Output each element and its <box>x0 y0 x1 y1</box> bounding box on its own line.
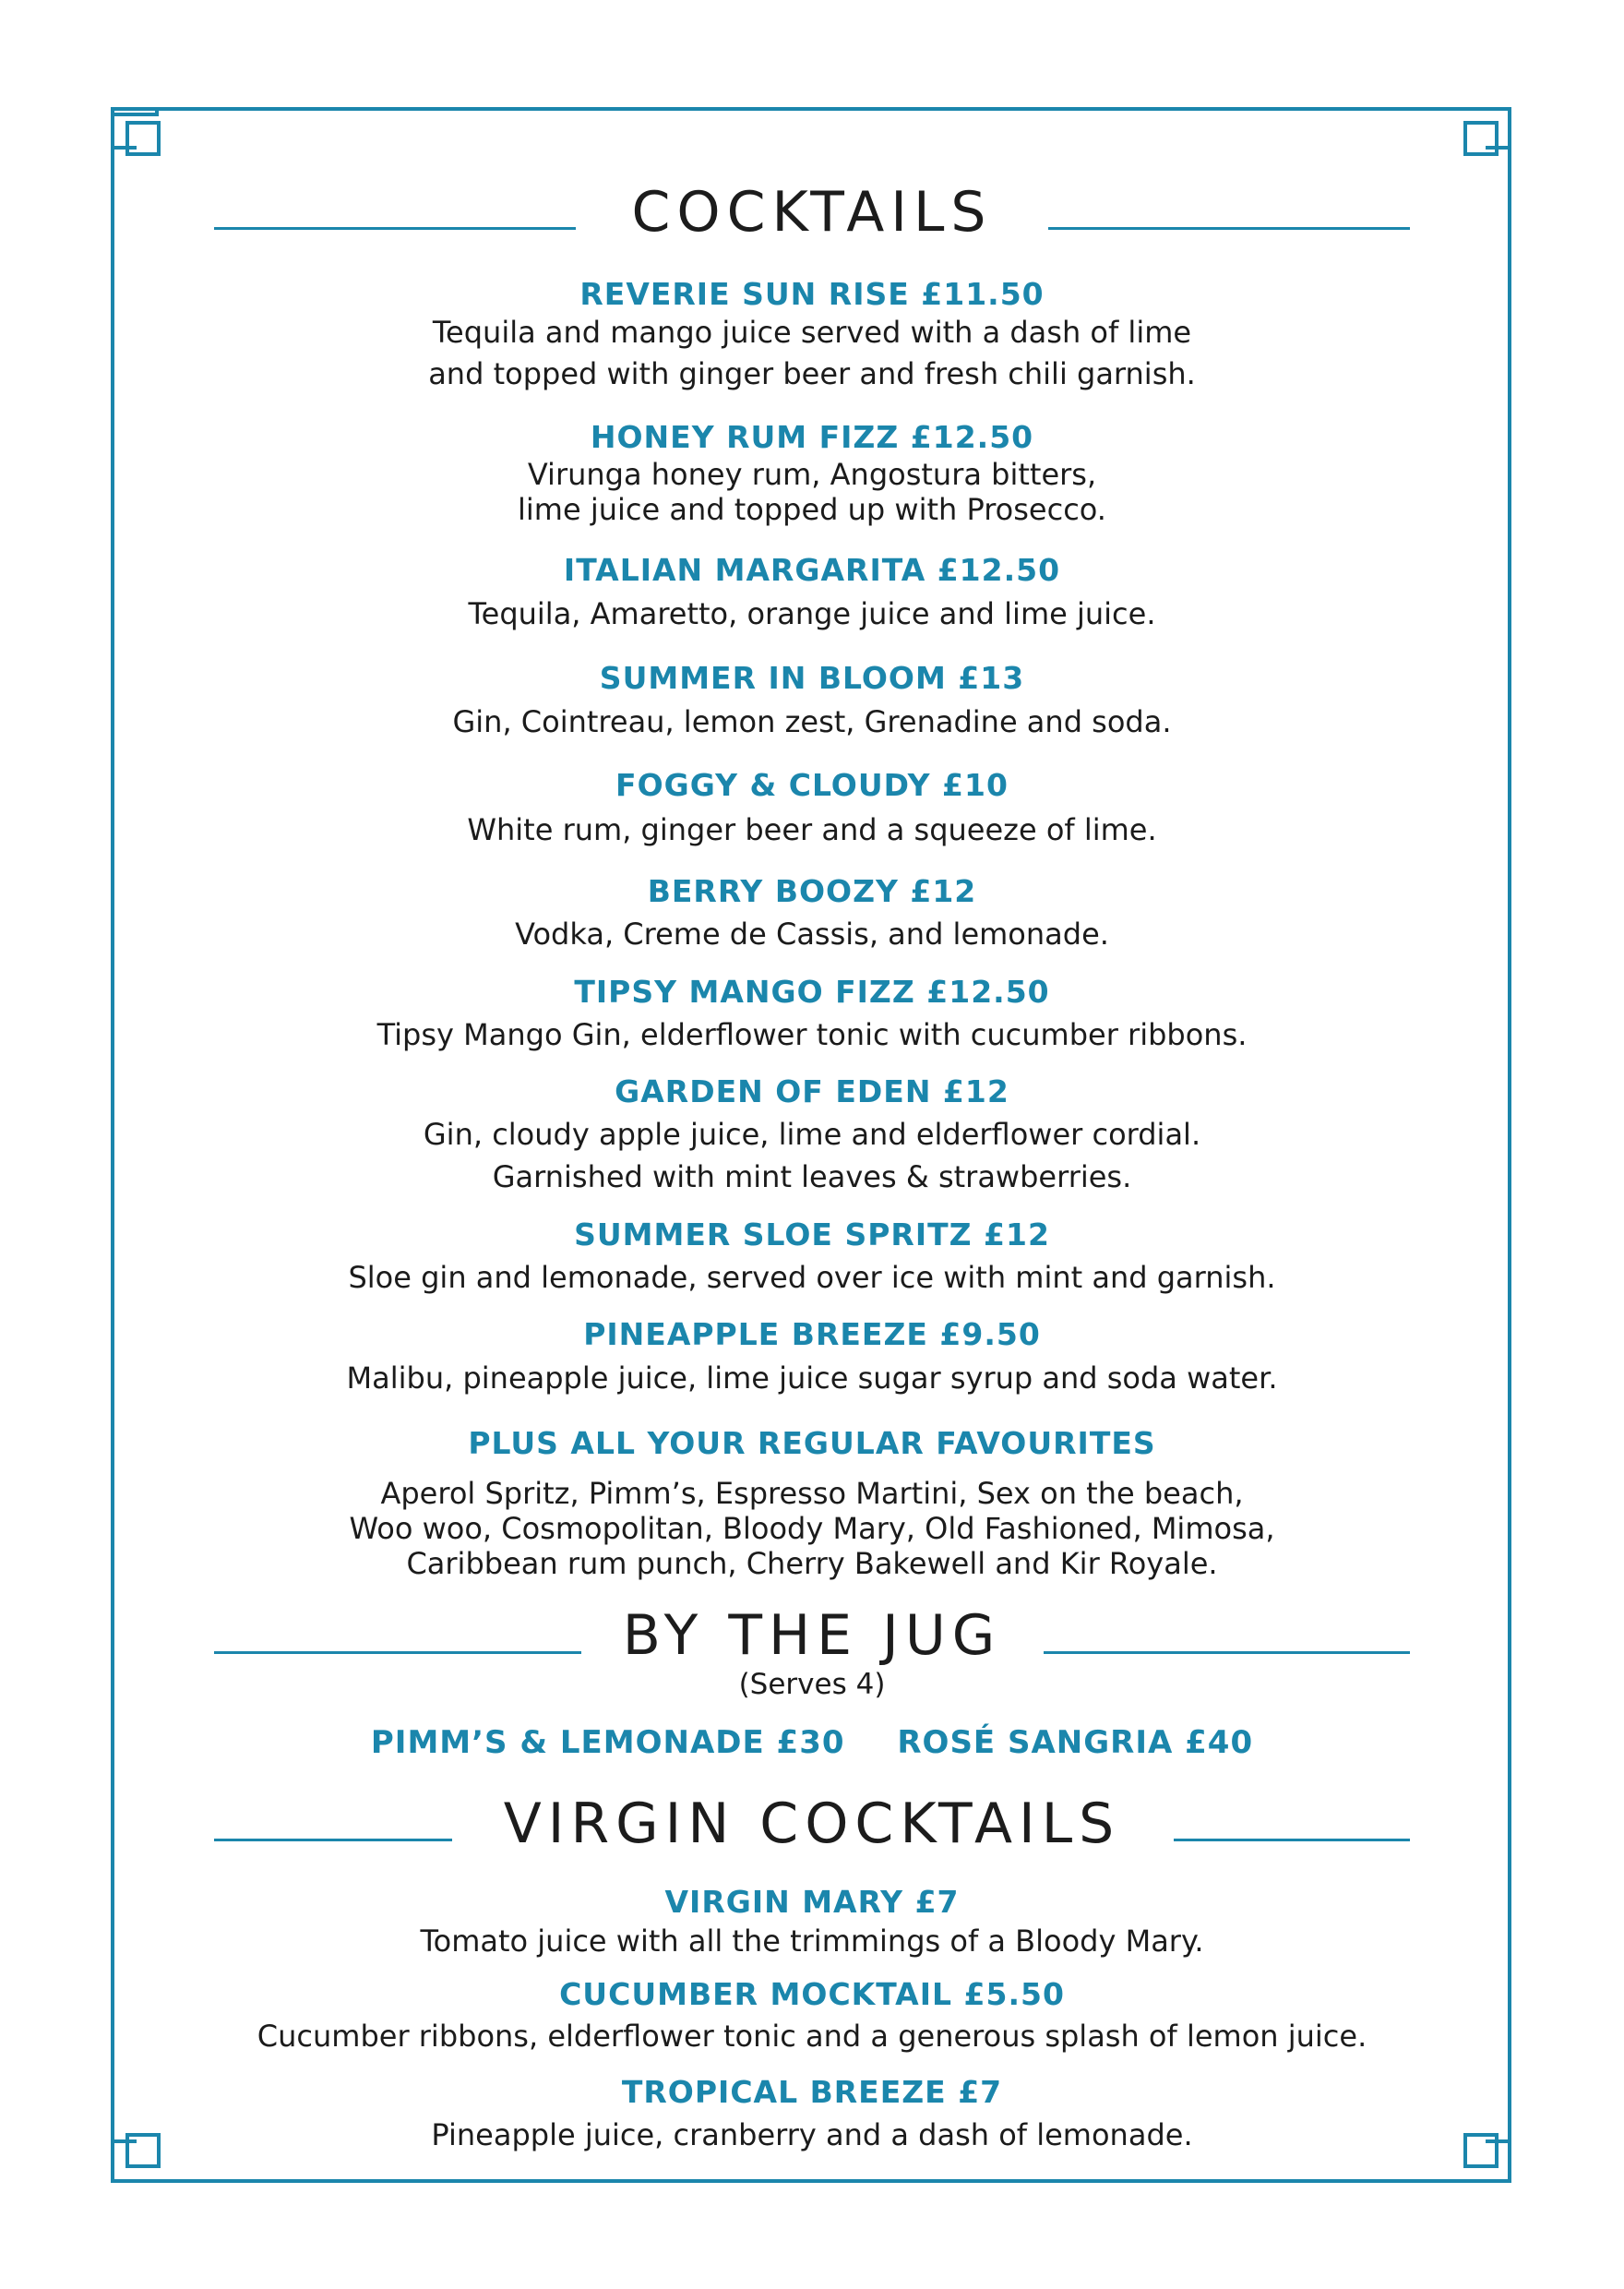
item-title: HONEY RUM FIZZ £12.50 <box>590 419 1034 455</box>
item-description: Gin, Cointreau, lemon zest, Grenadine and soda. <box>452 704 1172 739</box>
item-description: Aperol Spritz, Pimm’s, Espresso Martini, Sex on the beach, <box>380 1476 1244 1511</box>
item-title: SUMMER SLOE SPRITZ £12 <box>574 1216 1050 1252</box>
item-description: Cucumber ribbons, elderflower tonic and a generous splash of lemon juice. <box>257 2019 1367 2054</box>
item-title: PLUS ALL YOUR REGULAR FAVOURITES <box>468 1425 1156 1461</box>
item-title: GARDEN OF EDEN £12 <box>615 1073 1009 1109</box>
item-description: Virunga honey rum, Angostura bitters, <box>527 457 1097 492</box>
item-description: Pineapple juice, cranberry and a dash of lemonade. <box>431 2117 1193 2152</box>
item-title: BERRY BOOZY £12 <box>647 873 977 909</box>
heading-rule-right <box>1048 227 1410 230</box>
heading-rule-right <box>1174 1839 1410 1841</box>
item-description: Tequila and mango juice served with a dash of lime <box>432 315 1192 350</box>
item-description: Vodka, Creme de Cassis, and lemonade. <box>515 917 1109 952</box>
item-title: ITALIAN MARGARITA £12.50 <box>563 552 1061 588</box>
item-title: TROPICAL BREEZE £7 <box>621 2074 1003 2110</box>
item-description: Garnished with mint leaves & strawberries. <box>492 1159 1132 1194</box>
item-description: and topped with ginger beer and fresh chili garnish. <box>428 356 1196 391</box>
jug-items <box>0 1724 1624 1761</box>
item-description: White rum, ginger beer and a squeeze of lime. <box>467 812 1157 847</box>
item-description: Caribbean rum punch, Cherry Bakewell and Kir Royale. <box>406 1546 1218 1581</box>
item-description: Tequila, Amaretto, orange juice and lime juice. <box>468 596 1156 631</box>
item-description: Gin, cloudy apple juice, lime and elderflower cordial. <box>423 1117 1201 1152</box>
section-heading-cocktails: COCKTAILS <box>631 180 993 245</box>
item-title: TIPSY MANGO FIZZ £12.50 <box>574 974 1050 1010</box>
section-heading-by-the-jug: BY THE JUG <box>622 1603 1002 1668</box>
jug-item: PIMM’S & LEMONADE £30 <box>370 1724 845 1761</box>
serves-note: (Serves 4) <box>738 1668 886 1701</box>
item-description: Tipsy Mango Gin, elderflower tonic with cucumber ribbons. <box>376 1017 1248 1052</box>
item-description: lime juice and topped up with Prosecco. <box>518 492 1106 527</box>
section-heading-virgin-cocktails: VIRGIN COCKTAILS <box>503 1792 1121 1856</box>
item-title: CUCUMBER MOCKTAIL £5.50 <box>559 1976 1065 2012</box>
item-title: VIRGIN MARY £7 <box>664 1884 960 1920</box>
item-title: SUMMER IN BLOOM £13 <box>599 660 1025 696</box>
item-description: Tomato juice with all the trimmings of a Bloody Mary. <box>420 1923 1204 1959</box>
item-description: Woo woo, Cosmopolitan, Bloody Mary, Old Fashioned, Mimosa, <box>349 1511 1275 1546</box>
item-description: Malibu, pineapple juice, lime juice sugar syrup and soda water. <box>346 1360 1278 1396</box>
jug-item: ROSÉ SANGRIA £40 <box>897 1724 1254 1761</box>
item-description: Sloe gin and lemonade, served over ice with mint and garnish. <box>348 1260 1276 1295</box>
item-title: REVERIE SUN RISE £11.50 <box>579 276 1045 312</box>
item-title: FOGGY & CLOUDY £10 <box>615 767 1009 803</box>
heading-rule-right <box>1044 1651 1410 1654</box>
item-title: PINEAPPLE BREEZE £9.50 <box>583 1316 1041 1352</box>
